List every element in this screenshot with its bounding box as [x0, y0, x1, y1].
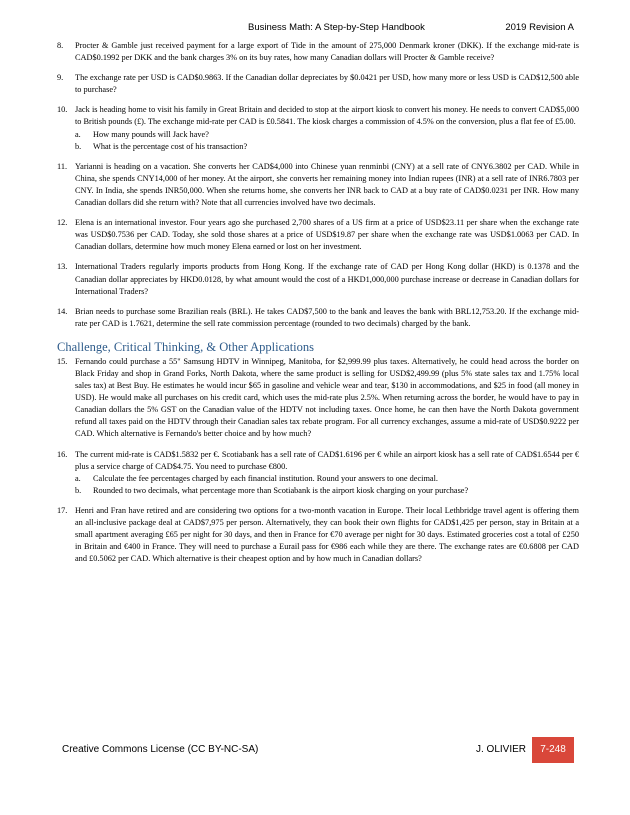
sub-question-letter: b.: [75, 141, 82, 151]
sub-question: [75, 129, 579, 141]
sub-question-text: Rounded to two decimals, what percentage more than Scotiabank is the airport kiosk charging on your purchase?: [93, 485, 469, 495]
question-body: [75, 306, 579, 330]
question-text: International Traders regularly imports products from Hong Kong. If the exchange rate of CAD per Hong Kong dollar (HKD) is 0.1378 and the Canadian dollar appreciates by HKD0.0128, by what amount would the cost of a HKD1,000,000 purchase increase or decrease in Canadian dollars for International Traders?: [75, 262, 579, 296]
sub-question-letter: b.: [75, 485, 82, 495]
question-number: 15.: [57, 356, 68, 366]
question-text: The exchange rate per USD is CAD$0.9863. If the Canadian dollar depreciates by $0.0421 per USD, how many more or less USD is CAD$12,500 able to purchase?: [75, 73, 579, 95]
question-number: 16.: [57, 449, 68, 459]
question-item: [57, 104, 579, 152]
question-body: [75, 161, 579, 209]
sub-question: [75, 473, 579, 485]
sub-question: [75, 485, 579, 497]
question-number: 13.: [57, 262, 68, 272]
question-text: Elena is an international investor. Four years ago she purchased 2,700 shares of a US firm at a price of USD$23.11 per share when the exchange rate was USD$0.7536 per CAD. Today, she sold those shares at a price of USD$19.87 per share when the exchange rate was USD$1.0063 per CAD. In Canadian dollars, determine how much money Elena earned or lost on her investment.: [75, 218, 579, 252]
question-body: [75, 72, 579, 96]
question-number: 9.: [57, 73, 64, 83]
question-body: [75, 261, 579, 297]
sub-question-text: What is the percentage cost of his transaction?: [93, 141, 248, 151]
question-body: [75, 356, 579, 441]
sub-question-letter: a.: [75, 129, 81, 139]
question-text: Procter & Gamble just received payment for a large export of Tide in the amount of 275,000 Denmark kroner (DKK). If the exchange mid-rate is CAD$0.1992 per DKK and the bank charges 3% on its buy rates, how many Canadian dollars will Procter & Gamble receive?: [75, 41, 579, 63]
question-item: [57, 356, 579, 441]
sub-question: [75, 141, 579, 153]
question-number: 10.: [57, 105, 68, 115]
question-number: 14.: [57, 306, 68, 316]
question-item: [57, 449, 579, 497]
question-text: Fernando could purchase a 55" Samsung HDTV in Winnipeg, Manitoba, for $2,999.99 plus taxes. Alternatively, he could head across the border on Black Friday and shop in Grand Forks, North Dakota, where the same product is selling for USD$2,499.99 (plus 5% state sales tax and 1.75% local sales tax) at Best Buy. He estimates he would incur $65 in gasoline and vehicle wear and tear, $130 in accommodations, and $25 in food (all money in USD). He would make all purchases on his credit card, which uses the mid-rate plus 2.5%. When returning across the border, he would have to pay in Canadian dollars the 5% GST on the Canadian value of the HDTV not including taxes. Once home, he can then have the North Dakota government refund all taxes paid on the HDTV through their Canadian sales tax rebate program. For all currency exchanges, assume a mid-rate of USD$0.9222 per CAD. Which alternative is Fernando's better choice and by how much?: [75, 356, 579, 439]
content: [57, 40, 579, 573]
footer-author: J. OLIVIER: [476, 744, 527, 755]
sub-question-text: How many pounds will Jack have?: [93, 129, 209, 139]
sub-question-letter: a.: [75, 473, 81, 483]
sub-question-text: Calculate the fee percentages charged by each financial institution. Round your answers to one decimal.: [93, 473, 438, 483]
question-text: Henri and Fran have retired and are considering two options for a two-month vacation in Europe. Their local Lethbridge travel agent is offering them an all-inclusive package deal at CAD$7,975 per person. Alternatively, they can book their own flights for CAD$1,425 per person, stay in Britain at a small apartment averaging £65 per night for 30 days, and then in France for €70 average per night for 30 days. Estimated groceries cost a total of £250 in Britain and €400 in France. They will need to purchase a Eurail pass for €986 each while they are there. The exchange rates are €0.6808 per CAD and £0.5062 per CAD. Which alternative is their cheapest option and by how much in Canadian dollars?: [75, 505, 579, 564]
question-body: [75, 505, 579, 565]
question-item: [57, 217, 579, 253]
section-heading: Challenge, Critical Thinking, & Other Applications: [57, 339, 315, 354]
question-number: 17.: [57, 505, 68, 515]
question-body: [75, 104, 579, 152]
footer-license: Creative Commons License (CC BY-NC-SA): [62, 744, 259, 755]
question-list-b: [57, 356, 579, 566]
question-item: [57, 40, 579, 64]
question-item: [57, 505, 579, 565]
page-number-badge: 7-248: [532, 737, 574, 763]
question-number: 8.: [57, 41, 64, 50]
question-text: Brian needs to purchase some Brazilian reals (BRL). He takes CAD$7,500 to the bank and leaves the bank with BRL12,753.20. If the exchange mid-rate per CAD is 1.7621, determine the sell rate commission percentage (rounded to two decimals) charged by the bank.: [75, 306, 579, 328]
question-text: Jack is heading home to visit his family in Great Britain and decided to stop at the airport kiosk to convert his money. He needs to convert CAD$5,000 to British pounds (£). The exchange mid-rate per CAD is £0.5841. The kiosk charges a commission of 4.5% on the conversion, plus a flat fee of £5.00.: [75, 105, 579, 127]
question-text: Yarianni is heading on a vacation. She converts her CAD$4,000 into Chinese yuan renminbi (CNY) at a sell rate of CNY6.3802 per CAD. While in China, she spends CNY14,000 of her money. At the airport, she converts her remaining money into Indian rupees (INR) at a sell rate of INR6.7803 per CNY. In India, she spends INR50,000. When she returns home, she converts her INR back to CAD at a buy rate of CAD$0.0231 per INR. How many Canadian dollars did she return with? Note that all currencies involved have two decimals.: [75, 161, 579, 208]
question-body: [75, 40, 579, 64]
question-text: The current mid-rate is CAD$1.5832 per €. Scotiabank has a sell rate of CAD$1.6196 per € while an airport kiosk has a sell rate of CAD$1.6544 per € plus a service charge of CAD$4.75. You need to purchase €800.: [75, 449, 579, 471]
question-item: [57, 306, 579, 330]
header-revision: 2019 Revision A: [505, 22, 574, 33]
header-title: Business Math: A Step-by-Step Handbook: [248, 22, 425, 33]
question-number: 12.: [57, 218, 68, 228]
question-body: [75, 217, 579, 253]
question-item: [57, 72, 579, 96]
question-number: 11.: [57, 161, 68, 171]
question-list-a: [57, 40, 579, 330]
question-body: [75, 449, 579, 497]
question-item: [57, 261, 579, 297]
question-item: [57, 161, 579, 209]
